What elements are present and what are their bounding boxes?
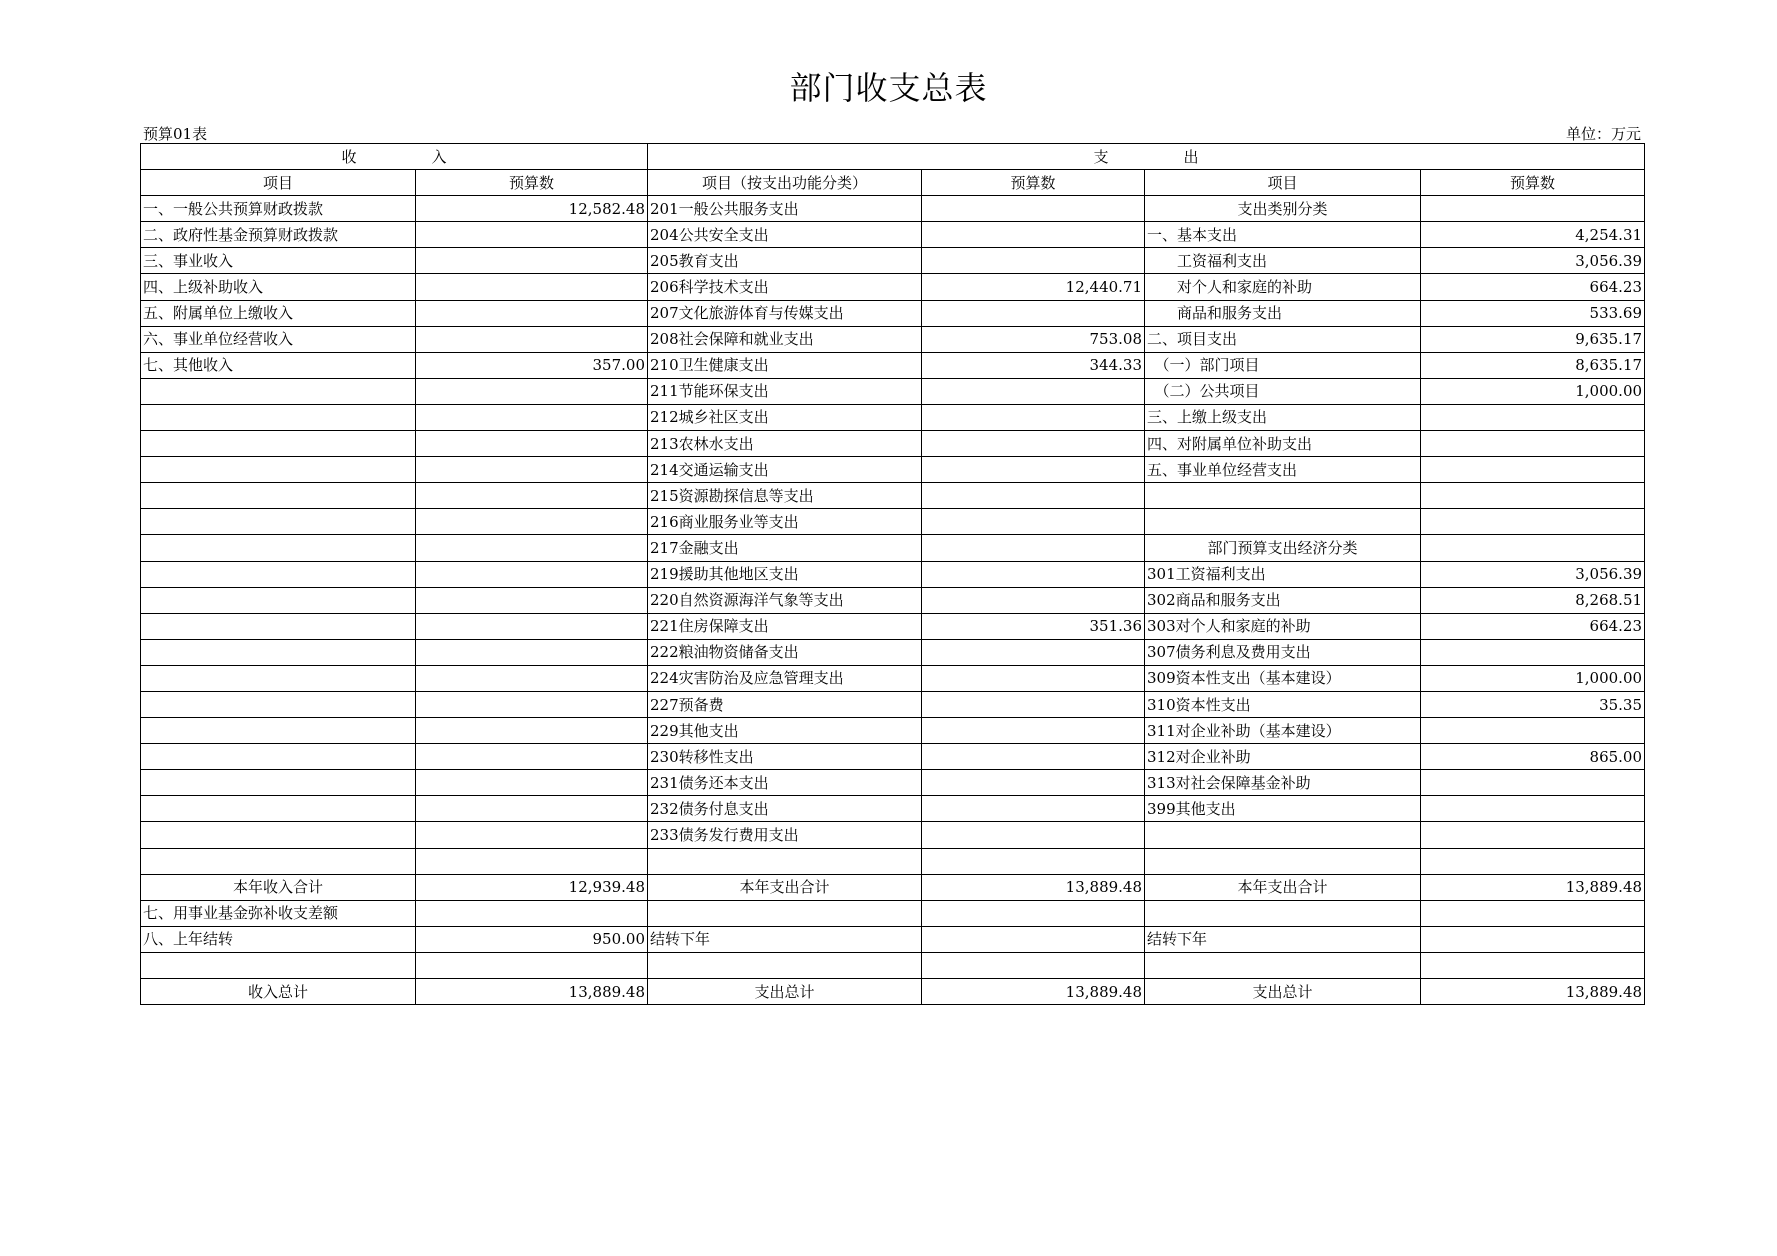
cell-category-item: 311对企业补助（基本建设）: [1145, 718, 1421, 744]
unit-label: 单位：万元: [1565, 125, 1641, 143]
cell-function-amount: [922, 952, 1145, 978]
cell-income-amount: [416, 300, 648, 326]
cell-category-amount: [1421, 196, 1645, 222]
cell-income-amount: [416, 378, 648, 404]
cell-function-item: 217金融支出: [648, 535, 922, 561]
cell-function-amount: [922, 404, 1145, 430]
cell-income-item: 六、事业单位经营收入: [141, 326, 416, 352]
cell-function-amount: [922, 196, 1145, 222]
cell-income-item: 二、政府性基金预算财政拨款: [141, 222, 416, 248]
col-header-category-item: 项目: [1145, 170, 1421, 196]
cell-income-item: 收入总计: [141, 979, 416, 1005]
group-header-row: [141, 144, 1645, 170]
cell-income-item: [141, 796, 416, 822]
cell-income-item: [141, 744, 416, 770]
cell-income-item: 四、上级补助收入: [141, 274, 416, 300]
cell-category-item: 四、对附属单位补助支出: [1145, 431, 1421, 457]
cell-income-item: [141, 952, 416, 978]
cell-function-amount: [922, 378, 1145, 404]
cell-income-item: [141, 822, 416, 848]
cell-income-item: [141, 718, 416, 744]
cell-income-amount: [416, 431, 648, 457]
cell-function-amount: [922, 457, 1145, 483]
cell-function-item: 216商业服务业等支出: [648, 509, 922, 535]
cell-category-amount: [1421, 509, 1645, 535]
cell-category-item: 支出总计: [1145, 979, 1421, 1005]
cell-income-amount: [416, 483, 648, 509]
cell-function-item: 211节能环保支出: [648, 378, 922, 404]
cell-category-item: 工资福利支出: [1145, 248, 1421, 274]
cell-income-amount: 357.00: [416, 352, 648, 378]
table-row: [141, 822, 1645, 848]
cell-income-amount: 950.00: [416, 926, 648, 952]
cell-function-amount: [922, 561, 1145, 587]
cell-category-amount: 9,635.17: [1421, 326, 1645, 352]
cell-category-item: 302商品和服务支出: [1145, 587, 1421, 613]
col-header-income-amount: 预算数: [416, 170, 648, 196]
cell-function-item: 229其他支出: [648, 718, 922, 744]
cell-income-amount: [416, 718, 648, 744]
cell-category-item: 本年支出合计: [1145, 874, 1421, 900]
table-row: [141, 796, 1645, 822]
cell-function-item: 215资源勘探信息等支出: [648, 483, 922, 509]
cell-function-item: 208社会保障和就业支出: [648, 326, 922, 352]
cell-category-amount: [1421, 822, 1645, 848]
cell-category-item: 二、项目支出: [1145, 326, 1421, 352]
table-row: [141, 378, 1645, 404]
cell-category-amount: [1421, 535, 1645, 561]
table-row: [141, 770, 1645, 796]
cell-category-amount: 3,056.39: [1421, 248, 1645, 274]
cell-income-amount: 13,889.48: [416, 979, 648, 1005]
cell-income-amount: [416, 796, 648, 822]
cell-category-amount: [1421, 718, 1645, 744]
cell-income-amount: [416, 404, 648, 430]
cell-function-amount: [922, 587, 1145, 613]
cell-function-item: 222粮油物资储备支出: [648, 639, 922, 665]
cell-category-item: （二）公共项目: [1145, 378, 1421, 404]
table-row: [141, 222, 1645, 248]
cell-category-amount: [1421, 796, 1645, 822]
cell-category-item: [1145, 483, 1421, 509]
page-title: 部门收支总表: [789, 69, 988, 107]
table-row: [141, 535, 1645, 561]
cell-category-item: （一）部门项目: [1145, 352, 1421, 378]
cell-category-amount: 13,889.48: [1421, 874, 1645, 900]
cell-function-amount: [922, 822, 1145, 848]
cell-income-amount: [416, 900, 648, 926]
cell-category-item: [1145, 952, 1421, 978]
table-row: [141, 457, 1645, 483]
cell-income-item: 三、事业收入: [141, 248, 416, 274]
cell-category-amount: [1421, 639, 1645, 665]
table-row: [141, 352, 1645, 378]
table-row: [141, 561, 1645, 587]
cell-function-amount: 351.36: [922, 613, 1145, 639]
cell-function-amount: [922, 718, 1145, 744]
cell-function-item: 219援助其他地区支出: [648, 561, 922, 587]
table-row: [141, 248, 1645, 274]
cell-category-amount: 8,268.51: [1421, 587, 1645, 613]
cell-function-amount: [922, 796, 1145, 822]
cell-income-amount: [416, 952, 648, 978]
cell-income-item: 七、用事业基金弥补收支差额: [141, 900, 416, 926]
table-row: [141, 979, 1645, 1005]
cell-category-item: 结转下年: [1145, 926, 1421, 952]
cell-category-amount: 3,056.39: [1421, 561, 1645, 587]
table-row: [141, 587, 1645, 613]
cell-income-amount: [416, 691, 648, 717]
cell-category-item: 部门预算支出经济分类: [1145, 535, 1421, 561]
table-row: [141, 300, 1645, 326]
cell-function-amount: 344.33: [922, 352, 1145, 378]
column-header-row: [141, 170, 1645, 196]
cell-category-amount: [1421, 848, 1645, 874]
cell-category-amount: 4,254.31: [1421, 222, 1645, 248]
cell-income-amount: [416, 457, 648, 483]
table-row: [141, 900, 1645, 926]
cell-function-amount: [922, 848, 1145, 874]
cell-function-item: [648, 952, 922, 978]
cell-function-amount: [922, 639, 1145, 665]
cell-function-amount: [922, 222, 1145, 248]
cell-income-item: 本年收入合计: [141, 874, 416, 900]
cell-category-item: 307债务利息及费用支出: [1145, 639, 1421, 665]
cell-income-amount: [416, 744, 648, 770]
table-row: [141, 926, 1645, 952]
cell-function-item: 232债务付息支出: [648, 796, 922, 822]
cell-income-amount: 12,939.48: [416, 874, 648, 900]
cell-income-item: 八、上年结转: [141, 926, 416, 952]
cell-category-amount: [1421, 404, 1645, 430]
cell-income-item: [141, 457, 416, 483]
cell-category-item: 五、事业单位经营支出: [1145, 457, 1421, 483]
cell-income-amount: [416, 535, 648, 561]
cell-category-item: 支出类别分类: [1145, 196, 1421, 222]
cell-income-item: [141, 378, 416, 404]
cell-income-amount: [416, 561, 648, 587]
income-group-header: 收 入: [141, 144, 648, 170]
table-row: [141, 274, 1645, 300]
cell-category-item: [1145, 822, 1421, 848]
cell-category-item: 一、基本支出: [1145, 222, 1421, 248]
table-number: 预算01表: [143, 125, 208, 143]
cell-function-item: 206科学技术支出: [648, 274, 922, 300]
cell-function-amount: [922, 509, 1145, 535]
cell-function-amount: [922, 900, 1145, 926]
table-row: [141, 665, 1645, 691]
cell-category-item: 313对社会保障基金补助: [1145, 770, 1421, 796]
cell-income-amount: [416, 222, 648, 248]
cell-income-item: [141, 613, 416, 639]
cell-income-amount: [416, 274, 648, 300]
cell-function-amount: [922, 691, 1145, 717]
cell-income-item: [141, 483, 416, 509]
cell-function-item: 本年支出合计: [648, 874, 922, 900]
cell-income-amount: [416, 509, 648, 535]
cell-income-item: [141, 587, 416, 613]
cell-category-amount: [1421, 431, 1645, 457]
cell-income-amount: [416, 613, 648, 639]
cell-function-item: [648, 900, 922, 926]
col-header-function-amount: 预算数: [922, 170, 1145, 196]
cell-function-item: 233债务发行费用支出: [648, 822, 922, 848]
table-row: [141, 874, 1645, 900]
cell-income-amount: [416, 822, 648, 848]
cell-function-amount: [922, 770, 1145, 796]
cell-function-amount: [922, 248, 1145, 274]
cell-income-item: [141, 561, 416, 587]
cell-function-amount: [922, 300, 1145, 326]
cell-category-amount: 35.35: [1421, 691, 1645, 717]
cell-category-amount: [1421, 770, 1645, 796]
cell-category-item: 310资本性支出: [1145, 691, 1421, 717]
table-row: [141, 431, 1645, 457]
cell-category-amount: 664.23: [1421, 613, 1645, 639]
table-row: [141, 718, 1645, 744]
cell-income-item: 七、其他收入: [141, 352, 416, 378]
cell-category-amount: 13,889.48: [1421, 979, 1645, 1005]
cell-income-item: [141, 848, 416, 874]
table-row: [141, 509, 1645, 535]
cell-income-item: 五、附属单位上缴收入: [141, 300, 416, 326]
cell-income-amount: [416, 848, 648, 874]
cell-function-amount: 753.08: [922, 326, 1145, 352]
cell-function-amount: 12,440.71: [922, 274, 1145, 300]
cell-category-amount: 533.69: [1421, 300, 1645, 326]
cell-income-amount: [416, 639, 648, 665]
cell-category-item: 312对企业补助: [1145, 744, 1421, 770]
cell-function-item: 231债务还本支出: [648, 770, 922, 796]
cell-income-amount: [416, 326, 648, 352]
cell-income-amount: [416, 248, 648, 274]
cell-function-item: 224灾害防治及应急管理支出: [648, 665, 922, 691]
table-row: [141, 196, 1645, 222]
budget-table: [140, 143, 1645, 1005]
cell-category-item: 303对个人和家庭的补助: [1145, 613, 1421, 639]
cell-income-item: [141, 691, 416, 717]
cell-income-item: [141, 770, 416, 796]
cell-income-item: 一、一般公共预算财政拨款: [141, 196, 416, 222]
cell-income-item: [141, 639, 416, 665]
table-row: [141, 952, 1645, 978]
cell-function-amount: 13,889.48: [922, 979, 1145, 1005]
cell-function-amount: 13,889.48: [922, 874, 1145, 900]
cell-function-item: 221住房保障支出: [648, 613, 922, 639]
cell-category-item: 309资本性支出（基本建设）: [1145, 665, 1421, 691]
cell-category-amount: [1421, 926, 1645, 952]
cell-category-item: 399其他支出: [1145, 796, 1421, 822]
cell-category-item: [1145, 900, 1421, 926]
table-row: [141, 404, 1645, 430]
cell-category-amount: [1421, 952, 1645, 978]
cell-category-amount: [1421, 483, 1645, 509]
cell-function-item: 227预备费: [648, 691, 922, 717]
table-row: [141, 639, 1645, 665]
cell-function-amount: [922, 431, 1145, 457]
table-row: [141, 326, 1645, 352]
cell-income-item: [141, 535, 416, 561]
cell-income-item: [141, 431, 416, 457]
cell-category-amount: 8,635.17: [1421, 352, 1645, 378]
cell-category-amount: [1421, 900, 1645, 926]
table-row: [141, 744, 1645, 770]
cell-function-item: 214交通运输支出: [648, 457, 922, 483]
cell-income-item: [141, 509, 416, 535]
table-row: [141, 483, 1645, 509]
cell-category-amount: [1421, 457, 1645, 483]
table-row: [141, 691, 1645, 717]
cell-category-item: 对个人和家庭的补助: [1145, 274, 1421, 300]
cell-function-item: 204公共安全支出: [648, 222, 922, 248]
cell-category-amount: 1,000.00: [1421, 665, 1645, 691]
cell-function-amount: [922, 665, 1145, 691]
cell-function-item: 207文化旅游体育与传媒支出: [648, 300, 922, 326]
cell-category-item: 商品和服务支出: [1145, 300, 1421, 326]
cell-income-amount: [416, 665, 648, 691]
cell-category-item: 三、上缴上级支出: [1145, 404, 1421, 430]
table-row: [141, 848, 1645, 874]
cell-function-item: 支出总计: [648, 979, 922, 1005]
cell-income-amount: 12,582.48: [416, 196, 648, 222]
col-header-category-amount: 预算数: [1421, 170, 1645, 196]
cell-category-item: 301工资福利支出: [1145, 561, 1421, 587]
cell-function-item: 201一般公共服务支出: [648, 196, 922, 222]
cell-function-item: 210卫生健康支出: [648, 352, 922, 378]
cell-function-item: 205教育支出: [648, 248, 922, 274]
table-row: [141, 613, 1645, 639]
cell-function-item: 220自然资源海洋气象等支出: [648, 587, 922, 613]
cell-income-item: [141, 404, 416, 430]
cell-category-amount: 1,000.00: [1421, 378, 1645, 404]
col-header-income-item: 项目: [141, 170, 416, 196]
col-header-function-item: 项目（按支出功能分类）: [648, 170, 922, 196]
cell-function-item: 230转移性支出: [648, 744, 922, 770]
cell-function-item: 结转下年: [648, 926, 922, 952]
cell-function-item: 213农林水支出: [648, 431, 922, 457]
cell-function-item: [648, 848, 922, 874]
cell-category-amount: 664.23: [1421, 274, 1645, 300]
cell-function-amount: [922, 926, 1145, 952]
cell-function-item: 212城乡社区支出: [648, 404, 922, 430]
cell-income-amount: [416, 587, 648, 613]
cell-category-item: [1145, 509, 1421, 535]
cell-category-item: [1145, 848, 1421, 874]
cell-income-item: [141, 665, 416, 691]
cell-function-amount: [922, 535, 1145, 561]
cell-function-amount: [922, 483, 1145, 509]
cell-function-amount: [922, 744, 1145, 770]
cell-category-amount: 865.00: [1421, 744, 1645, 770]
cell-income-amount: [416, 770, 648, 796]
expense-group-header: 支 出: [648, 144, 1645, 170]
